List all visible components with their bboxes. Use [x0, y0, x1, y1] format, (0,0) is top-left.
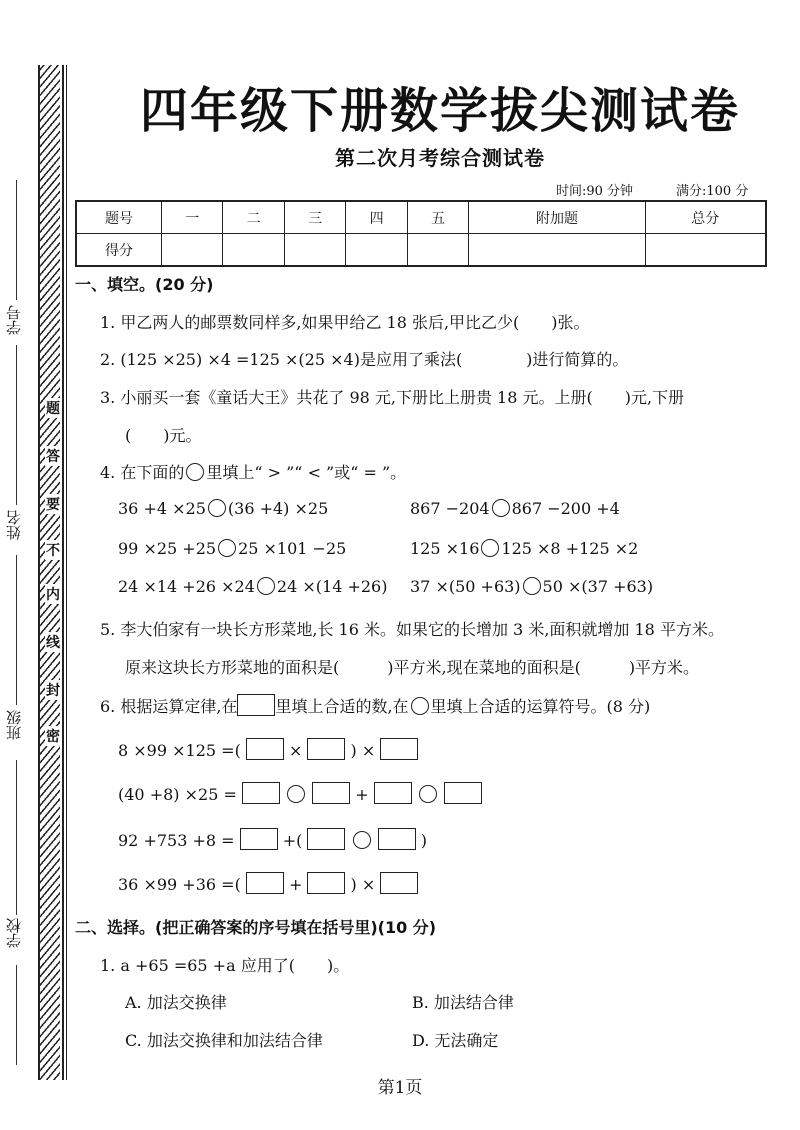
seal-char: 不: [45, 540, 61, 560]
option-a[interactable]: A. 加法交换律: [125, 993, 227, 1012]
expr: 25 ×101 −25: [238, 539, 347, 558]
expr: 867 −200 +4: [511, 499, 620, 518]
answer-box[interactable]: [444, 782, 482, 804]
exam-title: 四年级下册数学拔尖测试卷: [139, 83, 740, 139]
score-cell: 一: [162, 201, 223, 234]
seal-char: 答: [45, 446, 61, 466]
question-3-cont: ( )元。: [125, 426, 202, 445]
choice-question-1: 1. a +65 =65 +a 应用了( )。: [100, 956, 350, 975]
q6-expression-2: (40 +8) ×25 = +: [118, 782, 482, 804]
binding-line-right: [62, 65, 64, 1080]
compare-item: [118, 577, 387, 596]
seal-char: 密: [45, 726, 61, 746]
expr: 50 ×(37 +63): [542, 577, 654, 596]
compare-circle[interactable]: [481, 539, 499, 557]
question-4-stem-text: 4. 在下面的: [100, 463, 185, 482]
compare-item: [118, 539, 346, 558]
answer-box[interactable]: [378, 828, 416, 850]
question-4-stem: [100, 460, 406, 483]
margin-rule: [16, 555, 17, 705]
score-table: [75, 200, 767, 267]
margin-label-student-id: 学号: [5, 305, 23, 335]
question-1: 1. 甲乙两人的邮票数同样多,如果甲给乙 18 张后,甲比乙少( )张。: [100, 313, 590, 332]
stem-text: 6. 根据运算定律,在: [100, 697, 238, 716]
seal-char: 内: [45, 584, 61, 604]
score-input-cell[interactable]: [284, 234, 345, 267]
compare-circle[interactable]: [492, 499, 510, 517]
expr: (36 +4) ×25: [227, 499, 329, 518]
expr: 99 ×25 +25: [118, 539, 217, 558]
exam-time: 时间:90 分钟: [556, 184, 634, 199]
compare-item: [410, 577, 653, 596]
margin-label-class: 班级: [5, 710, 23, 740]
score-input-cell[interactable]: [407, 234, 468, 267]
stem-text: 里填上合适的运算符号。(8 分): [430, 697, 651, 716]
score-cell: 附加题: [469, 201, 645, 234]
option-d[interactable]: D. 无法确定: [412, 1031, 499, 1050]
q6-expression-4: 36 ×99 +36 =( + ) ×: [118, 872, 418, 894]
compare-circle[interactable]: [257, 577, 275, 595]
question-6-stem: [100, 694, 650, 717]
score-cell: 二: [223, 201, 284, 234]
answer-box[interactable]: [374, 782, 412, 804]
margin-rule: [16, 965, 17, 1065]
binding-line-left: [38, 65, 40, 1080]
circle-icon: [411, 697, 429, 715]
option-c[interactable]: C. 加法交换律和加法结合律: [125, 1031, 323, 1050]
operator-circle[interactable]: [287, 785, 305, 803]
stem-text: 里填上合适的数,在: [275, 697, 409, 716]
answer-box[interactable]: [312, 782, 350, 804]
score-input-cell[interactable]: [346, 234, 407, 267]
seal-char: 题: [45, 398, 61, 418]
score-cell: 四: [346, 201, 407, 234]
question-5-cont: 原来这块长方形菜地的面积是( )平方米,现在菜地的面积是( )平方米。: [125, 658, 700, 677]
compare-circle[interactable]: [523, 577, 541, 595]
score-cell: 总分: [645, 201, 766, 234]
score-input-cell[interactable]: [645, 234, 766, 267]
margin-rule: [16, 345, 17, 505]
score-cell: 五: [407, 201, 468, 234]
square-icon: [237, 694, 275, 716]
compare-item: [118, 499, 328, 518]
margin-label-school: 学校: [5, 918, 23, 948]
expr: (40 +8) ×25 =: [118, 785, 237, 804]
question-3: 3. 小丽买一套《童话大王》共花了 98 元,下册比上册贵 18 元。上册( )元,下册: [100, 388, 685, 407]
expr: 24 ×14 +26 ×24: [118, 577, 255, 596]
answer-box[interactable]: [246, 738, 284, 760]
seal-char: 要: [45, 494, 61, 514]
option-b[interactable]: B. 加法结合律: [412, 993, 514, 1012]
score-input-cell[interactable]: [162, 234, 223, 267]
compare-item: [410, 539, 638, 558]
expr: 24 ×(14 +26): [276, 577, 388, 596]
answer-box[interactable]: [242, 782, 280, 804]
binding-hatch: [40, 65, 60, 1080]
question-2: 2. (125 ×25) ×4 =125 ×(25 ×4)是应用了乘法( )进行简算的。: [100, 350, 629, 369]
seal-char: 封: [45, 680, 61, 700]
score-cell: 三: [284, 201, 345, 234]
expr: 37 ×(50 +63): [410, 577, 521, 596]
compare-item: [410, 499, 620, 518]
margin-rule: [16, 760, 17, 915]
score-input-cell[interactable]: [223, 234, 284, 267]
expr: 36 ×99 +36 =: [118, 875, 235, 894]
compare-circle[interactable]: [218, 539, 236, 557]
binding-line-inner: [66, 65, 67, 1080]
answer-box[interactable]: [246, 872, 284, 894]
exam-full-score: 满分:100 分: [676, 184, 749, 199]
answer-box[interactable]: [380, 738, 418, 760]
compare-circle[interactable]: [208, 499, 226, 517]
operator-circle[interactable]: [419, 785, 437, 803]
expr: 867 −204: [410, 499, 490, 518]
q6-expression-3: 92 +753 +8 = +( ): [118, 828, 427, 850]
circle-icon: [186, 463, 204, 481]
expr: 125 ×8 +125 ×2: [501, 539, 639, 558]
q6-expression-1: 8 ×99 ×125 =( × ) ×: [118, 738, 418, 760]
score-input-cell[interactable]: [469, 234, 645, 267]
margin-label-name: 姓名: [5, 510, 23, 540]
score-table-header-row: [76, 201, 766, 234]
expr: 125 ×16: [410, 539, 480, 558]
question-4-stem-end: 里填上“ > ”“ < ”或“ = ”。: [206, 463, 407, 482]
answer-box[interactable]: [240, 828, 278, 850]
section-heading: 一、填空。(20 分): [75, 275, 214, 294]
seal-char: 线: [45, 632, 61, 652]
expr: 8 ×99 ×125 =: [118, 741, 235, 760]
score-cell: 得分: [76, 234, 162, 267]
expr: 92 +753 +8 =: [118, 831, 235, 850]
expr: 36 +4 ×25: [118, 499, 206, 518]
section-heading: 二、选择。(把正确答案的序号填在括号里)(10 分): [75, 918, 437, 937]
answer-box[interactable]: [307, 738, 345, 760]
margin-rule: [16, 180, 17, 300]
answer-box[interactable]: [307, 828, 345, 850]
exam-subtitle: 第二次月考综合测试卷: [335, 146, 545, 170]
operator-circle[interactable]: [353, 831, 371, 849]
page-number: 第1页: [377, 1078, 423, 1098]
answer-box[interactable]: [307, 872, 345, 894]
question-5: 5. 李大伯家有一块长方形菜地,长 16 米。如果它的长增加 3 米,面积就增加 18 平方米。: [100, 620, 724, 639]
score-table-score-row: [76, 234, 766, 267]
score-cell: 题号: [76, 201, 162, 234]
answer-box[interactable]: [380, 872, 418, 894]
